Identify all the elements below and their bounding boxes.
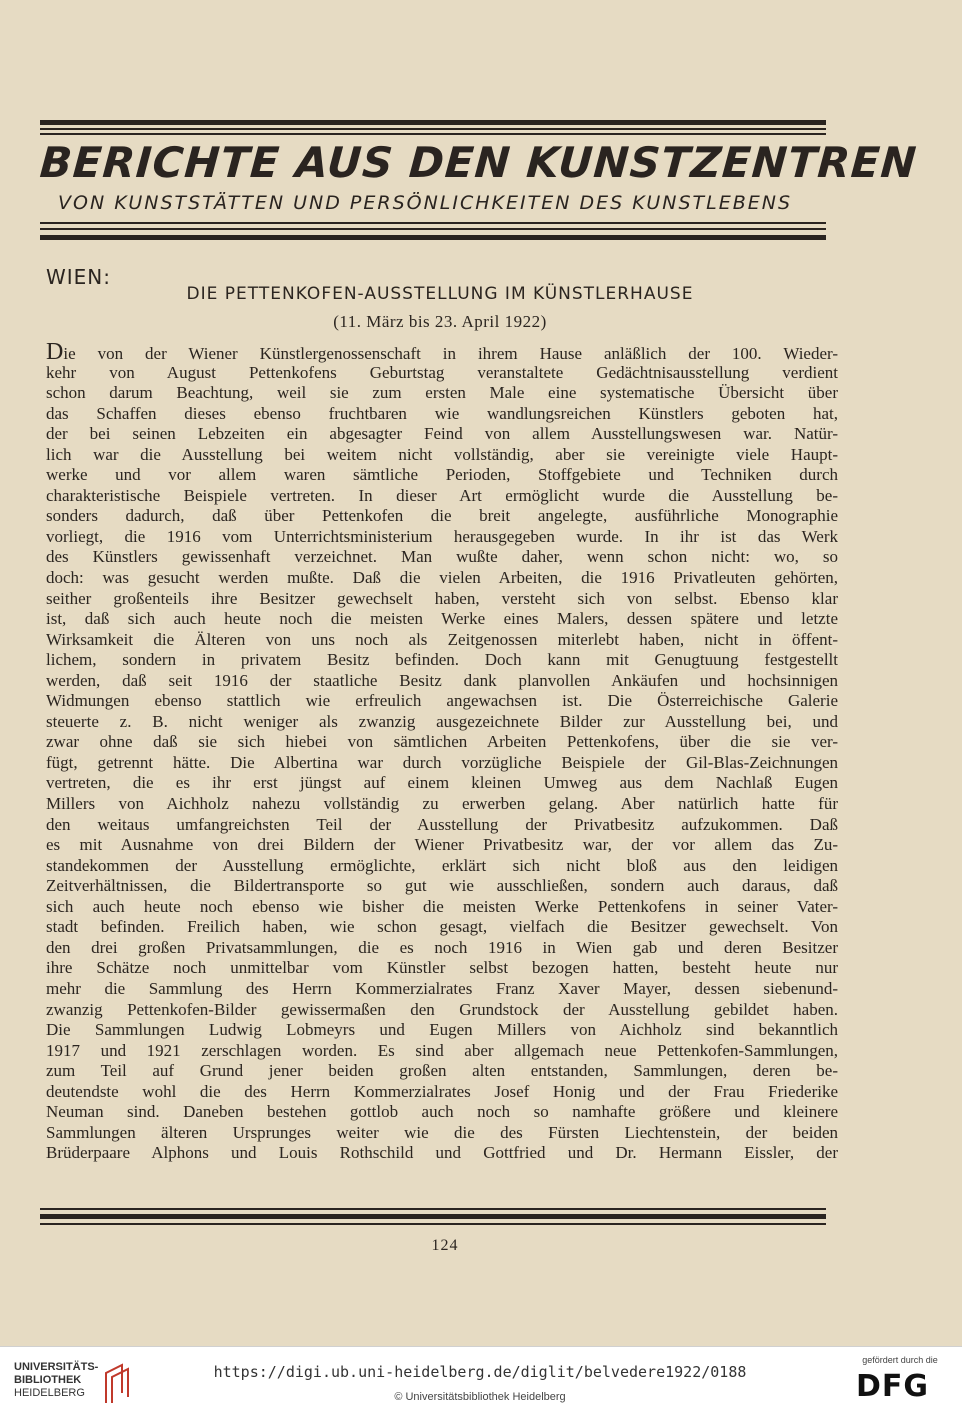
body-line: vertreten, die es ihr erst jüngst auf einem kleinen Umweg aus dem Nachlaß Eugen bbox=[46, 773, 838, 793]
permalink-url[interactable]: https://digi.ub.uni-heidelberg.de/diglit/belvedere1922/0188 bbox=[213, 1363, 747, 1381]
body-line: standekommen der Ausstellung ermöglichte, erklärt sich nicht bloß aus den leidigen bbox=[46, 855, 838, 875]
body-line: lichem, sondern in privatem Besitz befinden. Doch kann mit Genugtuung festgestellt bbox=[46, 650, 838, 670]
body-line: des Künstlers gewissenhaft verzeichnet. Man wußte daher, wenn schon nicht: wo, so bbox=[46, 547, 838, 567]
copyright-notice: © Universitätsbibliothek Heidelberg bbox=[394, 1391, 566, 1403]
body-line: steuerte z. B. nicht weniger als zwanzig ausgezeichnete Bilder zur Ausstellung bei, und bbox=[46, 711, 838, 731]
footer-rule-thin-2 bbox=[40, 1223, 826, 1225]
body-line: das Schaffen dieses ebenso fruchtbaren wie wandlungsreichen Künstlers geboten hat, bbox=[46, 403, 838, 423]
body-line: mehr die Sammlung des Herrn Kommerzialrates Franz Xaver Mayer, dessen siebenund- bbox=[46, 978, 838, 998]
body-line: lich war die Ausstellung bei weitem nicht vollständig, aber sie vereinigte viele Haupt- bbox=[46, 444, 838, 464]
page-number: 124 bbox=[431, 1237, 459, 1254]
library-emblem-icon bbox=[100, 1363, 134, 1405]
article-body bbox=[46, 339, 838, 1164]
body-line: vorliegt, die 1916 vom Unterrichtsministerium herausgegeben wurde. In ihr ist das Werk bbox=[46, 526, 838, 546]
library-logo-line-1: UNIVERSITÄTS- bbox=[14, 1361, 99, 1373]
body-line: seither großenteils ihre Besitzer gewechselt haben, versteht sich von selbst. Ebenso klar bbox=[46, 588, 838, 608]
body-line: Neuman sind. Daneben bestehen gottlob auch noch so namhafte größere und kleinere bbox=[46, 1102, 838, 1122]
funding-caption: gefördert durch die bbox=[862, 1355, 938, 1365]
body-line: sonders dadurch, daß über Pettenkofen die breit angelegte, ausführliche Monographie bbox=[46, 506, 838, 526]
header-rule-bottom-thick bbox=[40, 235, 826, 240]
body-line: kehr von August Pettenkofens Geburtstag veranstaltete Gedächtnisausstellung verdient bbox=[46, 362, 838, 382]
header-rule-top-thin bbox=[40, 128, 826, 130]
viewer-footer bbox=[0, 1346, 962, 1415]
body-line: deutendste wohl die des Herrn Kommerzialrates Josef Honig und der Frau Friederike bbox=[46, 1081, 838, 1101]
body-line: Wirksamkeit die Älteren von uns noch als Zeitgenossen miterlebt haben, nicht in öffent- bbox=[46, 629, 838, 649]
dfg-funding-logo[interactable] bbox=[850, 1355, 950, 1409]
footer-rule-thin bbox=[40, 1208, 826, 1210]
body-line: Widmungen ebenso stattlich wie erfreulich angewachsen ist. Die Österreichische Galerie bbox=[46, 691, 838, 711]
section-subheadline: VON KUNSTSTÄTTEN UND PERSÖNLICHKEITEN DES KUNSTLEBENS bbox=[58, 192, 793, 214]
library-logo[interactable] bbox=[14, 1361, 134, 1405]
dfg-logo-text: DFG bbox=[856, 1369, 930, 1404]
body-line: zwanzig Pettenkofen-Bilder gewissermaßen den Grundstock der Ausstellung gebildet haben. bbox=[46, 999, 838, 1019]
article-dates: (11. März bis 23. April 1922) bbox=[333, 312, 547, 331]
article-title: DIE PETTENKOFEN-AUSSTELLUNG IM KÜNSTLERHAUSE bbox=[186, 284, 694, 304]
body-line: zwar ohne daß sie sich hiebei von sämtlichen Arbeiten Pettenkofens, über die sie ver- bbox=[46, 732, 838, 752]
body-line: doch: was gesucht werden mußte. Daß die vielen Arbeiten, die 1916 Privatleuten gehörten, bbox=[46, 568, 838, 588]
body-line: ist, daß sich auch heute noch die meisten Werke eines Malers, dessen spätere und letzte bbox=[46, 609, 838, 629]
body-line: sich auch heute noch ebenso wie bisher die meisten Werke Pettenkofens in seiner Vater- bbox=[46, 896, 838, 916]
body-line: Zeitverhältnissen, die Bildertransporte so gut wie ausschließen, sondern auch daraus, daß bbox=[46, 876, 838, 896]
header-rule-top-thick bbox=[40, 120, 826, 125]
body-line: den drei großen Privatsammlungen, die es noch 1916 in Wien gab und deren Besitzer bbox=[46, 937, 838, 957]
body-line: stadt befinden. Freilich haben, wie schon gesagt, vielfach die Besitzer gewechselt. Von bbox=[46, 917, 838, 937]
body-line: zum Teil auf Grund jener beiden großen alten entstanden, Sammlungen, deren be- bbox=[46, 1061, 838, 1081]
library-logo-text bbox=[14, 1361, 98, 1400]
library-logo-line-2: BIBLIOTHEK bbox=[14, 1374, 82, 1386]
header-rule-top-thin-2 bbox=[40, 133, 826, 135]
body-line: 1917 und 1921 zerschlagen worden. Es sind aber allgemach neue Pettenkofen-Sammlungen, bbox=[46, 1040, 838, 1060]
body-line: der bei seinen Lebzeiten ein abgesagter Feind von allem Ausstellungswesen war. Natür- bbox=[46, 424, 838, 444]
library-logo-line-3: HEIDELBERG bbox=[14, 1387, 85, 1399]
body-line: ihre Schätze noch unmittelbar vom Künstler selbst bezogen hatten, besteht heute nur bbox=[46, 958, 838, 978]
section-headline: BERICHTE AUS DEN KUNSTZENTREN bbox=[38, 138, 919, 187]
body-line: charakteristische Beispiele vertreten. In dieser Art ermöglicht wurde die Ausstellung be- bbox=[46, 485, 838, 505]
body-line: es mit Ausnahme von drei Bildern der Wiener Privatbesitz war, der vor allem das Zu- bbox=[46, 835, 838, 855]
body-line: Millers von Aichholz nahezu vollständig zu erwerben gelang. Aber natürlich hatte für bbox=[46, 794, 838, 814]
body-line: schon darum Beachtung, weil sie zum ersten Male eine systematische Übersicht über bbox=[46, 383, 838, 403]
footer-rule-thick bbox=[40, 1214, 826, 1219]
body-line: Brüderpaare Alphons und Louis Rothschild und Gottfried und Dr. Hermann Eissler, der bbox=[46, 1143, 838, 1163]
body-line: Die Sammlungen Ludwig Lobmeyrs und Eugen Millers von Aichholz sind bekanntlich bbox=[46, 1020, 838, 1040]
body-line: den weitaus umfangreichsten Teil der Ausstellung der Privatbesitz aufzukommen. Daß bbox=[46, 814, 838, 834]
header-rule-bottom-thin bbox=[40, 222, 826, 224]
body-line: werke und vor allem waren sämtliche Perioden, Stoffgebiete und Techniken durch bbox=[46, 465, 838, 485]
body-line: Sammlungen älteren Ursprunges weiter wie die des Fürsten Liechtenstein, der beiden bbox=[46, 1122, 838, 1142]
header-rule-bottom-thin-2 bbox=[40, 228, 826, 230]
body-line: Die von der Wiener Künstlergenossenschaft in ihrem Hause anläßlich der 100. Wieder- bbox=[46, 339, 838, 365]
city-heading: WIEN: bbox=[46, 265, 112, 289]
body-line: werden, daß seit 1916 der staatliche Besitz dank planvollen Ankäufen und hochsinnigen bbox=[46, 670, 838, 690]
body-line: fügt, getrennt hätte. Die Albertina war durch vorzügliche Beispiele der Gil-Blas-Zeichnungen bbox=[46, 752, 838, 772]
